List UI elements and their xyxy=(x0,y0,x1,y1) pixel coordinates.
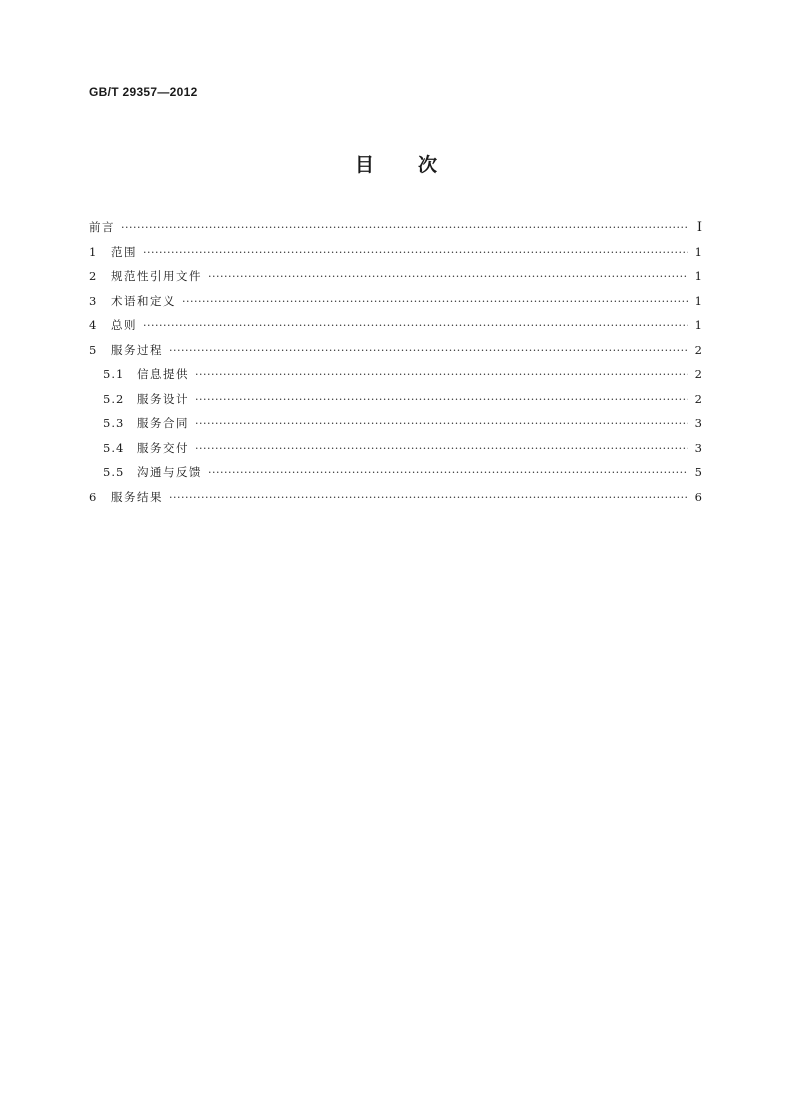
toc-entry-label: 规范性引用文件 xyxy=(111,269,202,283)
toc-entry-5-5[interactable] xyxy=(89,460,702,485)
toc-entry-page: 5 xyxy=(694,465,702,479)
toc-entry-number: 5.1 xyxy=(103,367,125,381)
toc-leader-dots xyxy=(208,461,688,486)
toc-entry-number: 2 xyxy=(89,269,98,283)
toc-entry-2[interactable] xyxy=(89,264,702,289)
toc-entry-5-2[interactable] xyxy=(89,387,702,412)
toc-leader-dots xyxy=(169,339,688,364)
toc-entry-number: 5.2 xyxy=(103,391,125,406)
toc-entry-label: 服务合同 xyxy=(137,416,189,430)
toc-leader-dots xyxy=(143,241,688,266)
toc-entry-label: 总则 xyxy=(111,318,137,332)
toc-entry-label: 前言 xyxy=(89,220,115,234)
toc-entry-5-1[interactable] xyxy=(89,362,702,387)
toc-leader-dots xyxy=(143,314,688,339)
page-title: 目次 xyxy=(354,154,481,176)
toc-entry-number: 5.5 xyxy=(103,465,125,479)
toc-entry-page: 2 xyxy=(694,367,702,381)
toc-leader-dots xyxy=(169,486,688,511)
toc-entry-page: 1 xyxy=(694,244,702,259)
toc-entry-page: Ⅰ xyxy=(696,220,702,235)
toc-entry-number: 5.3 xyxy=(103,416,125,430)
toc-entry-page: 1 xyxy=(694,269,702,283)
toc-entry-4[interactable] xyxy=(89,313,702,338)
toc-entry-5[interactable] xyxy=(89,338,702,363)
toc-entry-label: 范围 xyxy=(111,244,137,259)
toc-entry-label: 服务结果 xyxy=(111,489,163,504)
toc-entry-page: 2 xyxy=(694,391,702,406)
toc-leader-dots xyxy=(182,290,688,315)
toc-entry-number: 1 xyxy=(89,244,98,259)
toc-entry-label: 服务交付 xyxy=(137,440,189,455)
toc-entry-label: 服务设计 xyxy=(137,391,189,406)
toc-entry-number: 6 xyxy=(89,489,98,504)
toc-entry-label: 术语和定义 xyxy=(111,293,176,308)
toc-entry-page: 6 xyxy=(694,489,702,504)
toc-entry-label: 信息提供 xyxy=(137,367,189,381)
toc-entry-5-3[interactable] xyxy=(89,411,702,436)
table-of-contents xyxy=(89,215,702,509)
toc-entry-page: 2 xyxy=(694,342,702,357)
toc-entry-3[interactable] xyxy=(89,289,702,314)
toc-entry-page: 3 xyxy=(694,440,702,455)
toc-entry-6[interactable] xyxy=(89,485,702,510)
toc-entry-page: 1 xyxy=(694,318,702,332)
toc-entry-number: 4 xyxy=(89,318,98,332)
toc-leader-dots xyxy=(195,363,688,388)
toc-leader-dots xyxy=(195,412,688,437)
toc-entry-label: 服务过程 xyxy=(111,342,163,357)
toc-entry-page: 3 xyxy=(694,416,702,430)
toc-entry-number: 3 xyxy=(89,293,98,308)
toc-entry-5-4[interactable] xyxy=(89,436,702,461)
toc-entry-number: 5.4 xyxy=(103,440,125,455)
toc-entry-label: 沟通与反馈 xyxy=(137,465,202,479)
toc-entry-foreword[interactable] xyxy=(89,215,702,240)
toc-leader-dots xyxy=(195,388,688,413)
toc-leader-dots xyxy=(121,216,688,241)
toc-leader-dots xyxy=(195,437,688,462)
toc-entry-page: 1 xyxy=(694,293,702,308)
standard-number: GB/T 29357—2012 xyxy=(89,85,198,99)
toc-entry-1[interactable] xyxy=(89,240,702,265)
toc-leader-dots xyxy=(208,265,688,290)
toc-entry-number: 5 xyxy=(89,342,98,357)
